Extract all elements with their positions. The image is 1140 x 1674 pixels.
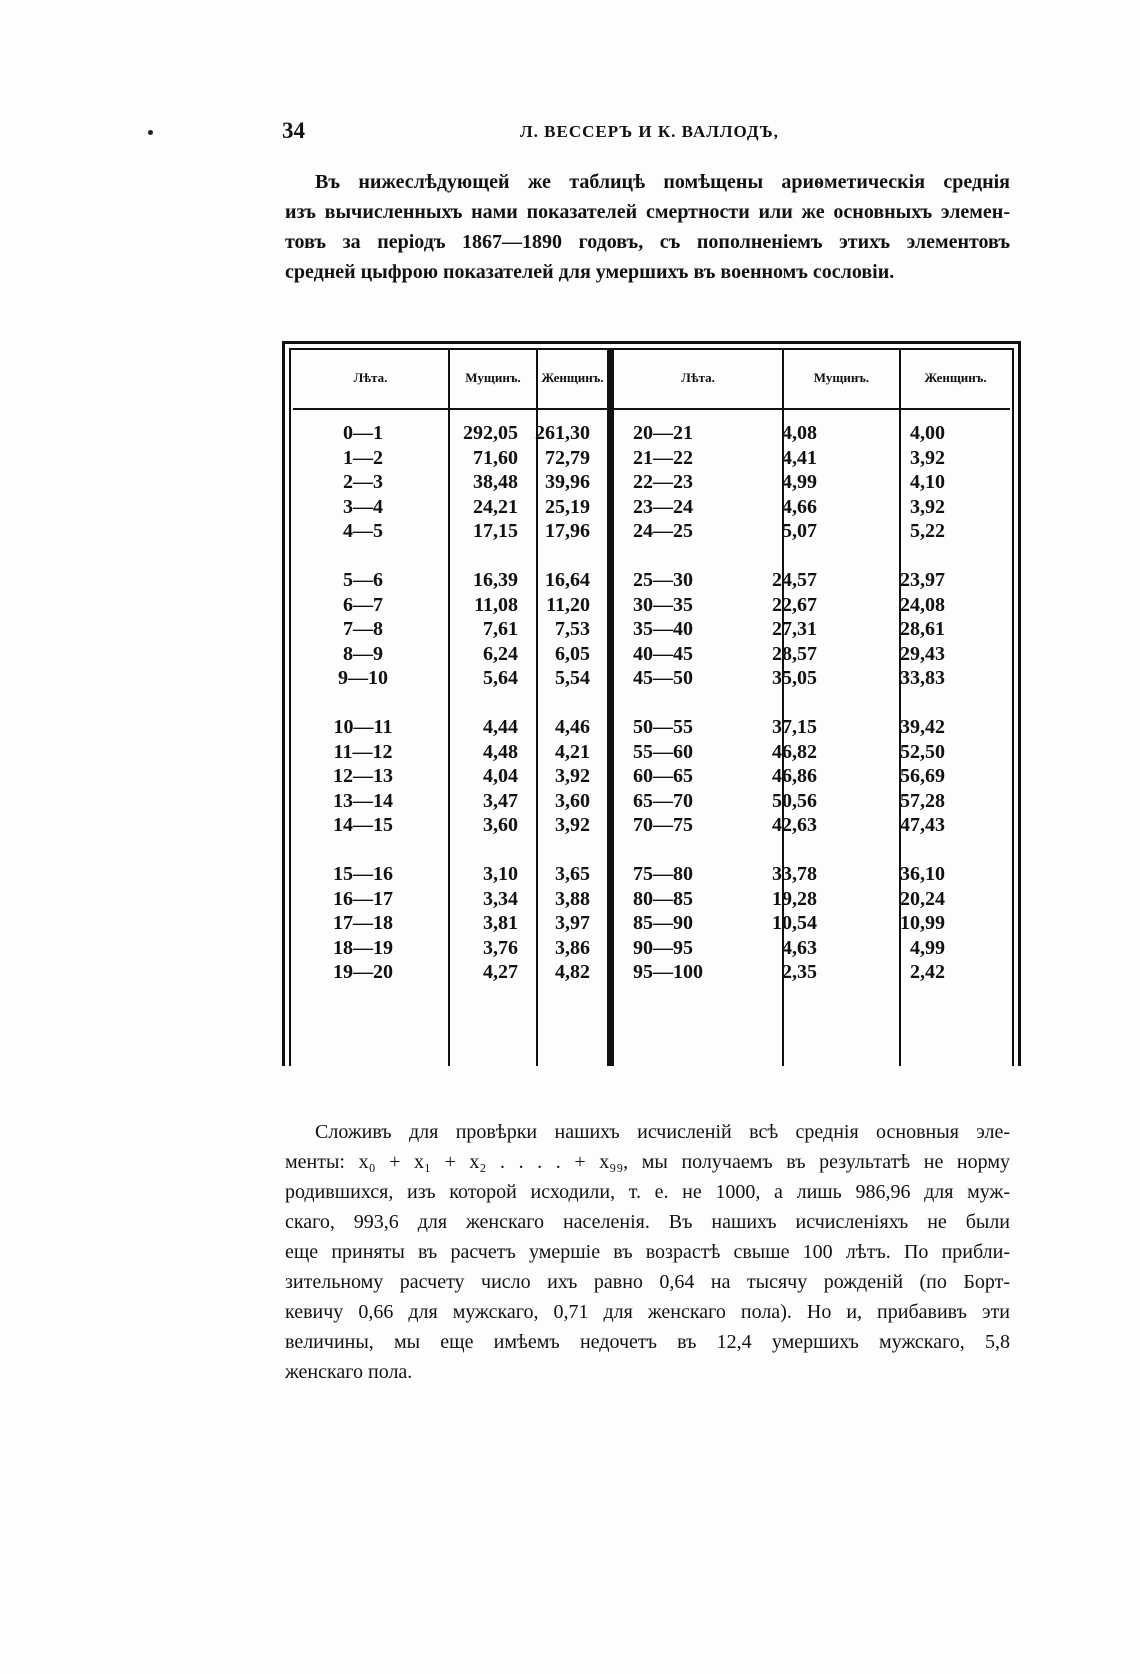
table-cell: 7,53 bbox=[555, 618, 590, 641]
table-cell: 24,08 bbox=[900, 593, 945, 616]
table-cell: 4,41 bbox=[782, 446, 817, 469]
table-cell: 3,76 bbox=[483, 936, 518, 959]
table-cell: 4,44 bbox=[483, 716, 518, 738]
column-header: Женщинъ. bbox=[924, 370, 987, 385]
table-cell: 5—6 bbox=[343, 569, 383, 591]
column-header: Мущинъ. bbox=[813, 370, 870, 385]
running-head: Л. ВЕССЕРЪ И К. ВАЛЛОДЪ, bbox=[520, 122, 779, 141]
table-cell: 24,57 bbox=[772, 569, 817, 591]
header-rule bbox=[293, 408, 1010, 410]
table-cell: 15—16 bbox=[333, 863, 393, 885]
text-line: женскаго пола. bbox=[285, 1361, 413, 1383]
table-cell: 4,66 bbox=[782, 495, 817, 518]
table-cell: 95—100 bbox=[633, 961, 703, 984]
text-line: скаго, 993,6 для женскаго населенія. Въ нашихъ исчисленіяхъ не были bbox=[285, 1211, 1010, 1233]
column-header: Лѣта. bbox=[353, 370, 388, 385]
table-cell: 35,05 bbox=[772, 667, 817, 690]
table-cell: 47,43 bbox=[900, 814, 945, 837]
table-cell: 0—1 bbox=[343, 422, 383, 444]
table-cell: 3,92 bbox=[910, 446, 945, 469]
page-number: 34 bbox=[282, 118, 305, 143]
text-line: изъ вычисленныхъ нами показателей смертности или же основныхъ элемен- bbox=[285, 201, 1010, 223]
table-cell: 20,24 bbox=[900, 887, 945, 910]
table-cell: 80—85 bbox=[633, 887, 693, 910]
table-cell: 25,19 bbox=[545, 495, 590, 518]
table-cell: 11—12 bbox=[333, 740, 393, 763]
column-divider bbox=[607, 350, 614, 1066]
table-cell: 71,60 bbox=[473, 446, 518, 469]
table-cell: 6—7 bbox=[343, 593, 383, 616]
table-cell: 3,88 bbox=[555, 887, 590, 910]
intro-paragraph bbox=[285, 167, 1010, 287]
table-cell: 33,78 bbox=[772, 863, 817, 885]
table-cell: 40—45 bbox=[633, 642, 693, 665]
table-cell: 75—80 bbox=[633, 863, 693, 885]
table-cell: 3,65 bbox=[555, 863, 590, 885]
table-cell: 6,24 bbox=[483, 642, 518, 665]
table-cell: 3,81 bbox=[483, 912, 518, 935]
table-cell: 20—21 bbox=[633, 422, 693, 444]
table-cell: 70—75 bbox=[633, 814, 693, 837]
table-cell: 50—55 bbox=[633, 716, 693, 738]
table-cell: 3,10 bbox=[483, 863, 518, 885]
table-cell: 2—3 bbox=[343, 471, 383, 494]
table-cell: 4,99 bbox=[910, 936, 945, 959]
text-line: средней цыфрою показателей для умершихъ въ военномъ сословіи. bbox=[285, 261, 895, 283]
table-cell: 17—18 bbox=[333, 912, 393, 935]
table-cell: 3,86 bbox=[555, 936, 590, 959]
table-cell: 4,21 bbox=[555, 740, 590, 763]
table-cell: 3,92 bbox=[910, 495, 945, 518]
text-line: еще приняты въ расчетъ умершіе въ возрастѣ свыше 100 лѣтъ. По прибли- bbox=[285, 1241, 1010, 1263]
table-cell: 28,61 bbox=[900, 618, 945, 641]
text-line: зительному расчету число ихъ равно 0,64 на тысячу рожденій (по Борт- bbox=[285, 1271, 1010, 1293]
text-line: кевичу 0,66 для мужскаго, 0,71 для женскаго пола). Но и, прибавивъ эти bbox=[285, 1301, 1010, 1323]
column-divider bbox=[536, 350, 538, 1066]
table-cell: 46,82 bbox=[772, 740, 817, 763]
table-cell: 3,60 bbox=[555, 789, 590, 812]
conclusion-paragraph bbox=[285, 1117, 1010, 1387]
table-cell: 50,56 bbox=[772, 789, 817, 812]
table-cell: 39,42 bbox=[900, 716, 945, 738]
table-cell: 16,39 bbox=[473, 569, 518, 591]
table-cell: 5,64 bbox=[483, 667, 518, 690]
table-cell: 90—95 bbox=[633, 936, 693, 959]
table-cell: 55—60 bbox=[633, 740, 693, 763]
table-cell: 42,63 bbox=[772, 814, 817, 837]
table-cell: 30—35 bbox=[633, 593, 693, 616]
table-cell: 3,92 bbox=[555, 765, 590, 788]
text-line: Сложивъ для провѣрки нашихъ исчисленій всѣ среднія основныя эле- bbox=[315, 1121, 1010, 1143]
table-cell: 52,50 bbox=[900, 740, 945, 763]
table-cell: 65—70 bbox=[633, 789, 693, 812]
table-cell: 4,04 bbox=[483, 765, 518, 788]
table-cell: 3,97 bbox=[555, 912, 590, 935]
table-cell: 57,28 bbox=[900, 789, 945, 812]
text-line: товъ за періодъ 1867—1890 годовъ, съ пополненіемъ этихъ элементовъ bbox=[285, 231, 1010, 253]
column-header: Лѣта. bbox=[681, 370, 715, 385]
table-cell: 8—9 bbox=[343, 642, 383, 665]
table-cell: 3,34 bbox=[483, 887, 518, 910]
table-cell: 18—19 bbox=[333, 936, 393, 959]
table-cell: 16—17 bbox=[333, 887, 393, 910]
table-cell: 10—11 bbox=[333, 716, 393, 738]
column-header: Мущинъ. bbox=[465, 370, 521, 385]
table-cell: 36,10 bbox=[900, 863, 945, 885]
table-cell: 3—4 bbox=[343, 495, 383, 518]
table-cell: 6,05 bbox=[555, 642, 590, 665]
table-cell: 4,82 bbox=[555, 961, 590, 984]
column-divider bbox=[448, 350, 450, 1066]
table-cell: 9—10 bbox=[338, 667, 388, 690]
table-cell: 4,63 bbox=[782, 936, 817, 959]
table-cell: 25—30 bbox=[633, 569, 693, 591]
table-cell: 29,43 bbox=[900, 642, 945, 665]
table-cell: 3,60 bbox=[483, 814, 518, 837]
table-cell: 56,69 bbox=[900, 765, 945, 788]
table-cell: 14—15 bbox=[333, 814, 393, 837]
text-line: величины, мы еще имѣемъ недочетъ въ 12,4 умершихъ мужскаго, 5,8 bbox=[285, 1331, 1010, 1353]
table-cell: 28,57 bbox=[772, 642, 817, 665]
table-cell: 72,79 bbox=[545, 446, 590, 469]
table-cell: 5,54 bbox=[555, 667, 590, 690]
table-cell: 16,64 bbox=[545, 569, 590, 591]
column-header: Женщинъ. bbox=[541, 370, 604, 385]
text-line: менты: x₀ + x₁ + x₂ . . . . + x₉₉, мы получаемъ въ результатѣ не норму bbox=[285, 1151, 1010, 1173]
table-cell: 21—22 bbox=[633, 446, 693, 469]
table-cell: 12—13 bbox=[333, 765, 393, 788]
table-cell: 4,27 bbox=[483, 961, 518, 984]
table-cell: 39,96 bbox=[545, 471, 590, 494]
table-cell: 35—40 bbox=[633, 618, 693, 641]
table-cell: 13—14 bbox=[333, 789, 393, 812]
table-cell: 4,08 bbox=[782, 422, 817, 444]
table-cell: 24,21 bbox=[473, 495, 518, 518]
table-cell: 5,22 bbox=[910, 520, 945, 543]
table-cell: 17,96 bbox=[545, 520, 590, 543]
table-cell: 22,67 bbox=[772, 593, 817, 616]
table-cell: 3,47 bbox=[483, 789, 518, 812]
table-cell: 60—65 bbox=[633, 765, 693, 788]
table-cell: 3,92 bbox=[555, 814, 590, 837]
text-line: Въ нижеслѣдующей же таблицѣ помѣщены ариѳметическія среднія bbox=[315, 171, 1010, 193]
table-cell: 23,97 bbox=[900, 569, 945, 591]
mortality-table bbox=[282, 341, 1021, 1066]
table-cell: 19,28 bbox=[772, 887, 817, 910]
table-cell: 11,08 bbox=[474, 593, 518, 616]
table-cell: 261,30 bbox=[535, 422, 590, 444]
table-cell: 2,35 bbox=[782, 961, 817, 984]
table-cell: 10,99 bbox=[900, 912, 945, 935]
table-cell: 4,99 bbox=[782, 471, 817, 494]
margin-mark bbox=[148, 130, 153, 135]
table-cell: 11,20 bbox=[546, 593, 590, 616]
table-cell: 22—23 bbox=[633, 471, 693, 494]
table-cell: 45—50 bbox=[633, 667, 693, 690]
table-cell: 33,83 bbox=[900, 667, 945, 690]
table-cell: 27,31 bbox=[772, 618, 817, 641]
table-cell: 4,48 bbox=[483, 740, 518, 763]
table-cell: 24—25 bbox=[633, 520, 693, 543]
table-cell: 5,07 bbox=[782, 520, 817, 543]
table-cell: 2,42 bbox=[910, 961, 945, 984]
table-cell: 17,15 bbox=[473, 520, 518, 543]
table-cell: 4—5 bbox=[343, 520, 383, 543]
table-cell: 7—8 bbox=[343, 618, 383, 641]
column-divider bbox=[899, 350, 901, 1066]
table-cell: 46,86 bbox=[772, 765, 817, 788]
table-cell: 19—20 bbox=[333, 961, 393, 984]
table-cell: 85—90 bbox=[633, 912, 693, 935]
table-cell: 7,61 bbox=[483, 618, 518, 641]
table-cell: 4,00 bbox=[910, 422, 945, 444]
table-cell: 38,48 bbox=[473, 471, 518, 494]
table-cell: 292,05 bbox=[463, 422, 518, 444]
table-cell: 1—2 bbox=[343, 446, 383, 469]
table-cell: 4,10 bbox=[910, 471, 945, 494]
table-cell: 37,15 bbox=[772, 716, 817, 738]
text-line: родившихся, изъ которой исходили, т. е. не 1000, а лишь 986,96 для муж- bbox=[285, 1181, 1010, 1203]
table-cell: 10,54 bbox=[772, 912, 817, 935]
table-cell: 23—24 bbox=[633, 495, 693, 518]
table-cell: 4,46 bbox=[555, 716, 590, 738]
